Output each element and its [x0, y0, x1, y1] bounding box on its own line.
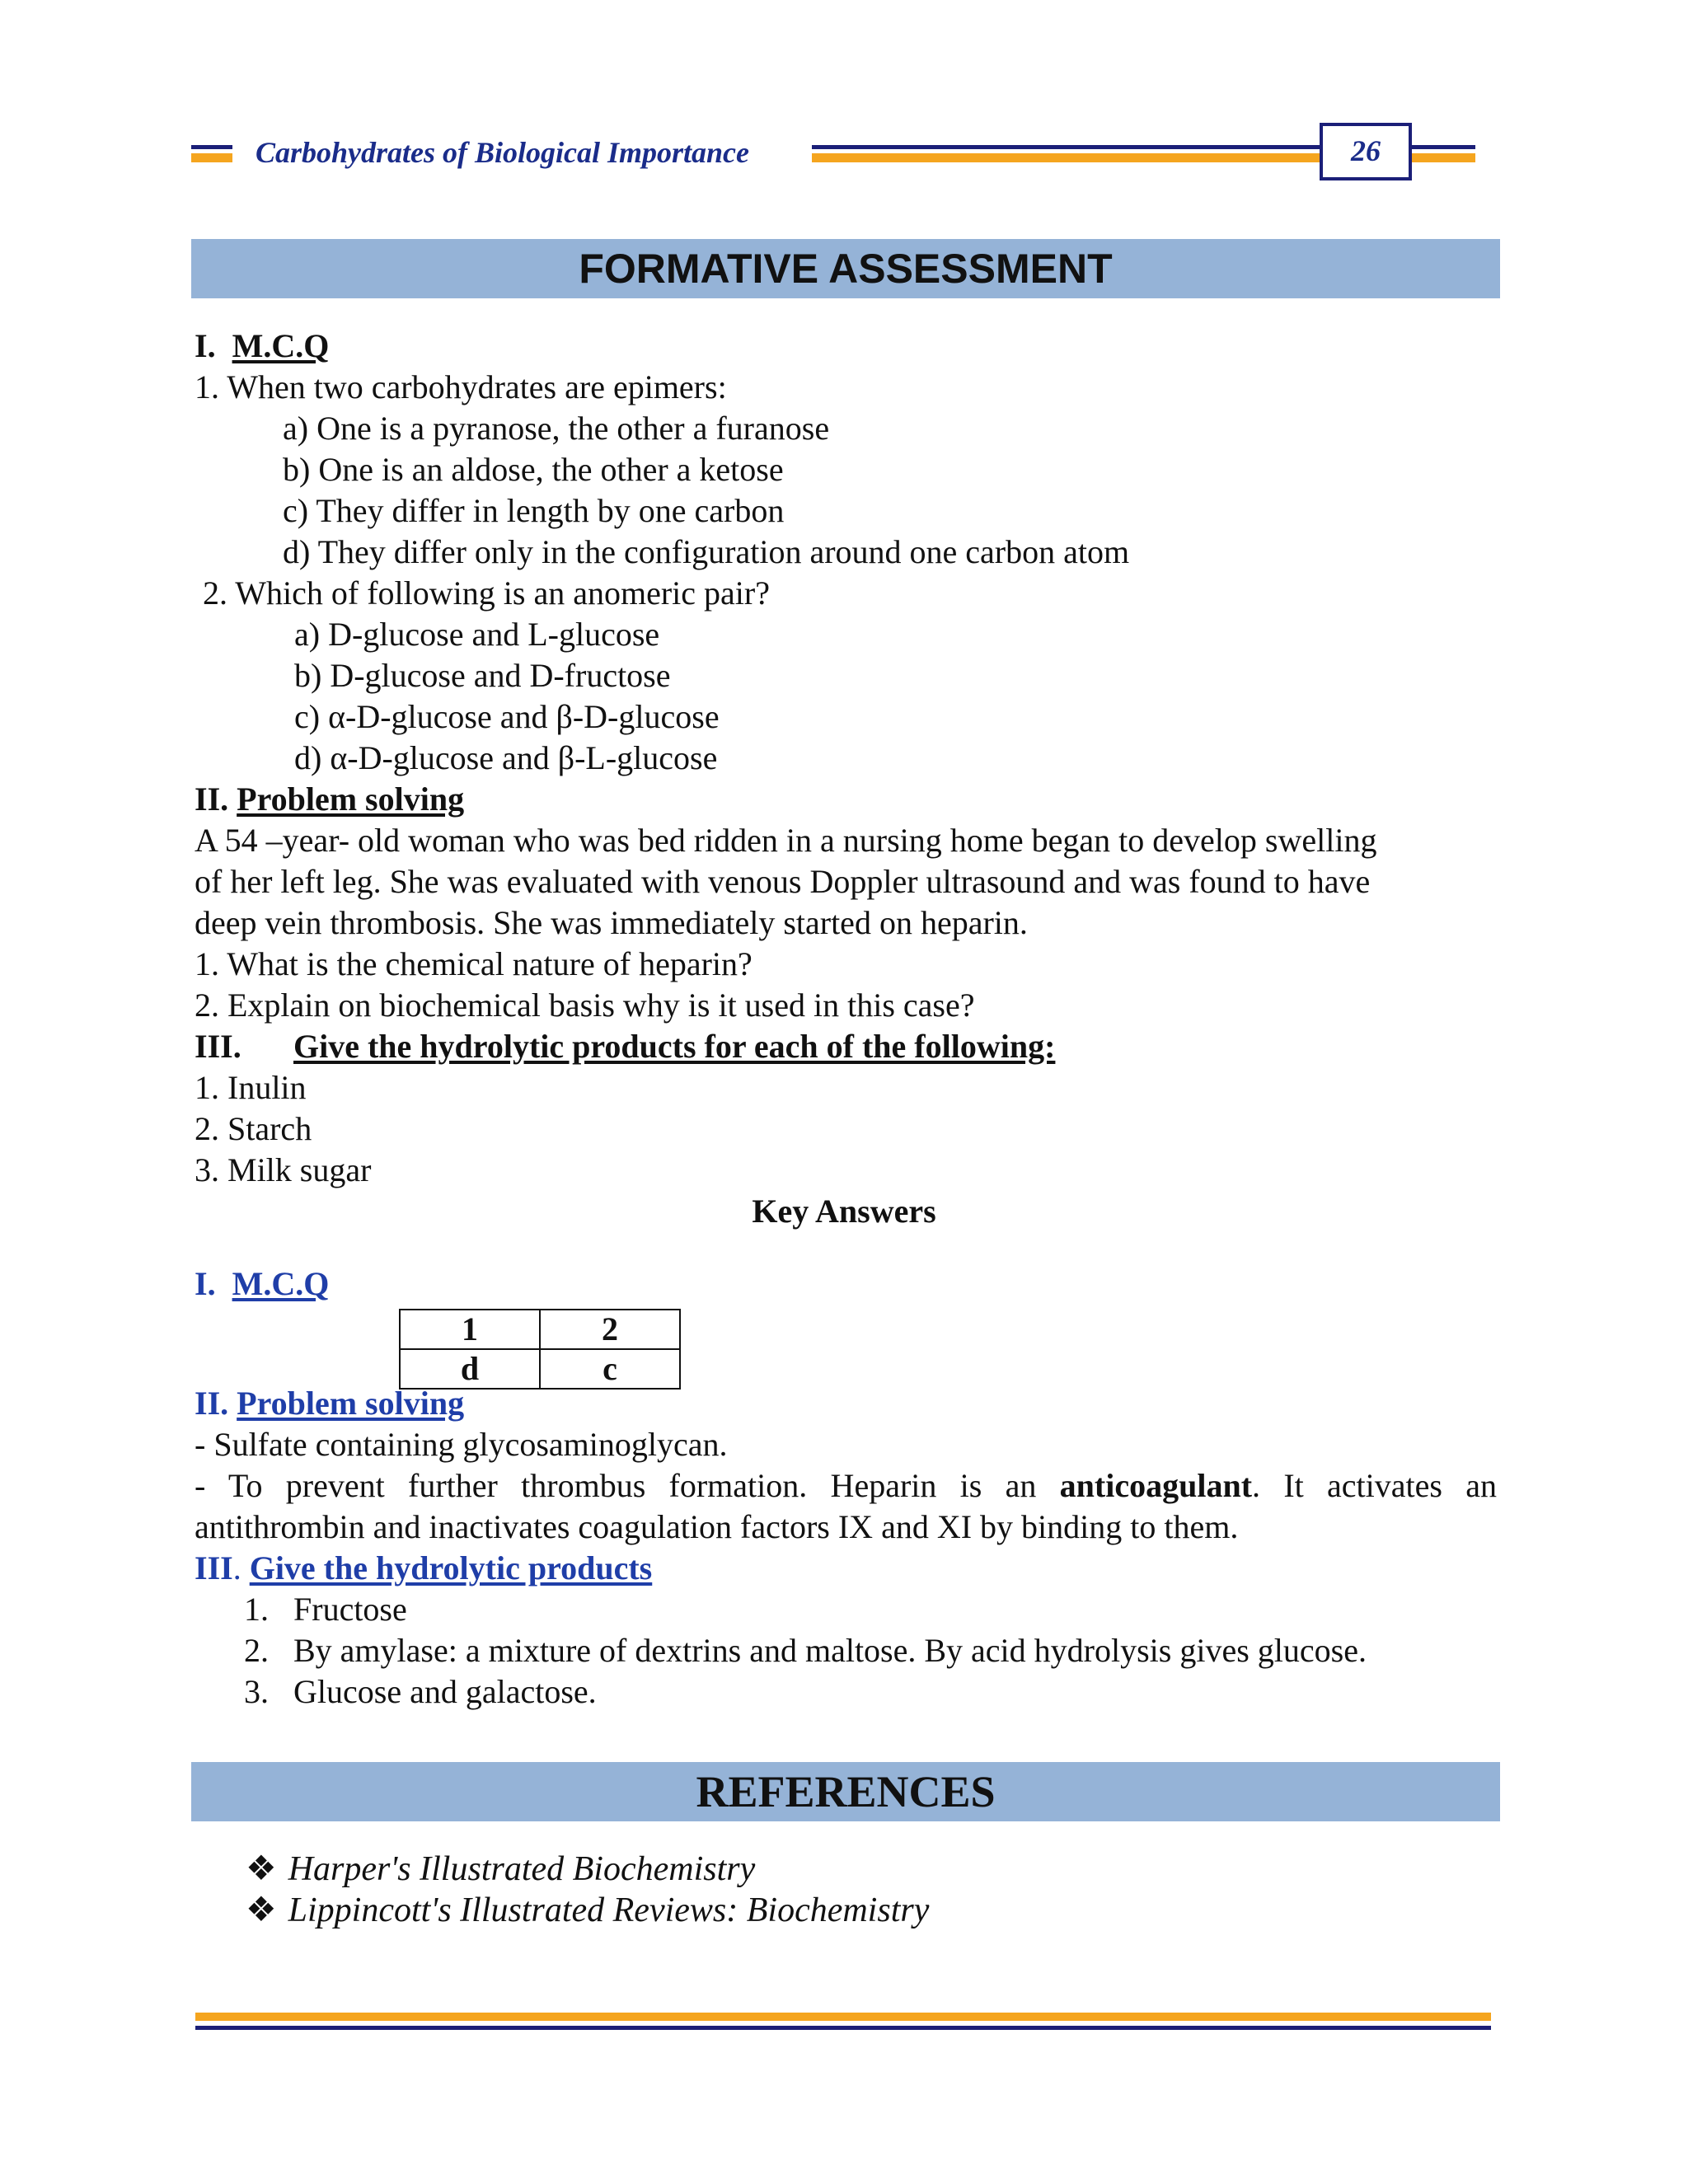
header-rule-left-orange: [191, 153, 232, 162]
key-problem-heading: [195, 1383, 464, 1424]
problem-numeral: II.: [195, 780, 229, 818]
references-banner: REFERENCES: [191, 1762, 1500, 1821]
problem-question-2: 2. Explain on biochemical basis why is it used in this case?: [195, 987, 975, 1024]
mcq-q1-option-c: c) They differ in length by one carbon: [283, 492, 785, 529]
key-hydrolytic-item-1: [244, 1589, 407, 1630]
case-text-line-2: of her left leg. She was evaluated with venous Doppler ultrasound and was found to have: [195, 863, 1371, 900]
item-number: 1.: [244, 1591, 269, 1628]
key-problem-heading-text: Problem solving: [237, 1385, 465, 1422]
item-number: 2.: [244, 1632, 269, 1669]
reference-item: [246, 1890, 929, 1931]
mcq-answer-table: [399, 1309, 681, 1390]
item-text: Glucose and galactose.: [293, 1673, 597, 1710]
hydrolytic-heading: Give the hydrolytic products for each of the following:: [293, 1028, 1056, 1065]
answer-table-answer-cell: c: [540, 1349, 680, 1389]
key-hydrolytic-item-3: [244, 1671, 597, 1713]
item-text: By amylase: a mixture of dextrins and maltose. By acid hydrolysis gives glucose.: [293, 1632, 1367, 1669]
header-rule-right-navy: [1409, 145, 1475, 149]
mcq-question-2: 2. Which of following is an anomeric pair?: [203, 574, 770, 612]
key-mcq-numeral: I.: [195, 1265, 216, 1302]
key-hydrolytic-numeral: III: [195, 1549, 233, 1586]
key-answers-title: Key Answers: [752, 1193, 936, 1230]
key-mcq-heading: [195, 1263, 329, 1305]
footer-rule-navy: [195, 2026, 1491, 2030]
mcq-q1-option-a: a) One is a pyranose, the other a furanose: [283, 410, 830, 447]
header-rule-mid-navy: [812, 145, 1323, 149]
header-rule-right-orange: [1409, 153, 1475, 162]
case-text-line-3: deep vein thrombosis. She was immediately started on heparin.: [195, 904, 1028, 941]
hydrolytic-numeral: III.: [195, 1028, 241, 1065]
hydrolytic-item-milk-sugar: 3. Milk sugar: [195, 1151, 372, 1188]
diamond-bullet-icon: ❖: [246, 1891, 277, 1929]
reference-item: [246, 1849, 755, 1890]
key-problem-answer-2-line-1: [195, 1465, 1497, 1507]
answer-table-header-row: [400, 1310, 680, 1349]
diamond-bullet-icon: ❖: [246, 1850, 277, 1888]
case-text-line-1: A 54 –year- old woman who was bed ridden in a nursing home began to develop swelling: [195, 822, 1377, 859]
page-number-box: [1320, 123, 1412, 180]
mcq-q2-option-c: c) α-D-glucose and β-D-glucose: [294, 698, 720, 735]
reference-title: Lippincott's Illustrated Reviews: Biochemistry: [288, 1891, 930, 1929]
anticoagulant-term: anticoagulant: [1059, 1467, 1253, 1504]
mcq-q1-option-d: d) They differ only in the configuration around one carbon atom: [283, 533, 1130, 570]
hydrolytic-item-starch: 2. Starch: [195, 1110, 312, 1147]
answer-table-header-cell: 1: [400, 1310, 540, 1349]
key-mcq-heading-text: M.C.Q: [232, 1265, 330, 1302]
answer-2-text-end: . It activates an: [1252, 1467, 1497, 1504]
header-rule-mid-orange: [812, 153, 1323, 162]
item-text: Fructose: [293, 1591, 407, 1628]
key-problem-answer-1: - Sulfate containing glycosaminoglycan.: [195, 1426, 728, 1463]
answer-table-answer-cell: d: [400, 1349, 540, 1389]
key-hydrolytic-heading: [195, 1548, 652, 1589]
mcq-q1-option-b: b) One is an aldose, the other a ketose: [283, 451, 784, 488]
key-hydrolytic-item-2: [244, 1630, 1367, 1671]
mcq-q2-option-a: a) D-glucose and L-glucose: [294, 616, 660, 653]
footer-rule-orange: [195, 2013, 1491, 2021]
key-hydrolytic-separator: .: [232, 1549, 241, 1586]
mcq-q2-option-d: d) α-D-glucose and β-L-glucose: [294, 739, 718, 776]
problem-question-1: 1. What is the chemical nature of heparin?: [195, 945, 753, 982]
formative-assessment-banner: FORMATIVE ASSESSMENT: [191, 239, 1500, 298]
key-problem-answer-2-line-2: antithrombin and inactivates coagulation factors IX and XI by binding to them.: [195, 1508, 1239, 1545]
page-number: 26: [1351, 134, 1381, 167]
header-rule-left-navy: [191, 145, 232, 149]
running-header-title: Carbohydrates of Biological Importance: [256, 136, 750, 169]
mcq-question-1: 1. When two carbohydrates are epimers:: [195, 368, 727, 405]
key-hydrolytic-heading-text: Give the hydrolytic products: [249, 1549, 653, 1586]
reference-title: Harper's Illustrated Biochemistry: [288, 1850, 756, 1888]
item-number: 3.: [244, 1673, 269, 1710]
problem-solving-heading: [195, 779, 464, 820]
answer-2-text-start: - To prevent further thrombus formation. Heparin is an: [195, 1467, 1060, 1504]
key-problem-numeral: II.: [195, 1385, 229, 1422]
mcq-heading-text: M.C.Q: [232, 327, 330, 364]
mcq-q2-option-b: b) D-glucose and D-fructose: [294, 657, 671, 694]
problem-heading-text: Problem solving: [237, 780, 465, 818]
hydrolytic-item-inulin: 1. Inulin: [195, 1069, 307, 1106]
mcq-numeral: I.: [195, 327, 216, 364]
mcq-heading: [195, 326, 329, 367]
answer-table-header-cell: 2: [540, 1310, 680, 1349]
